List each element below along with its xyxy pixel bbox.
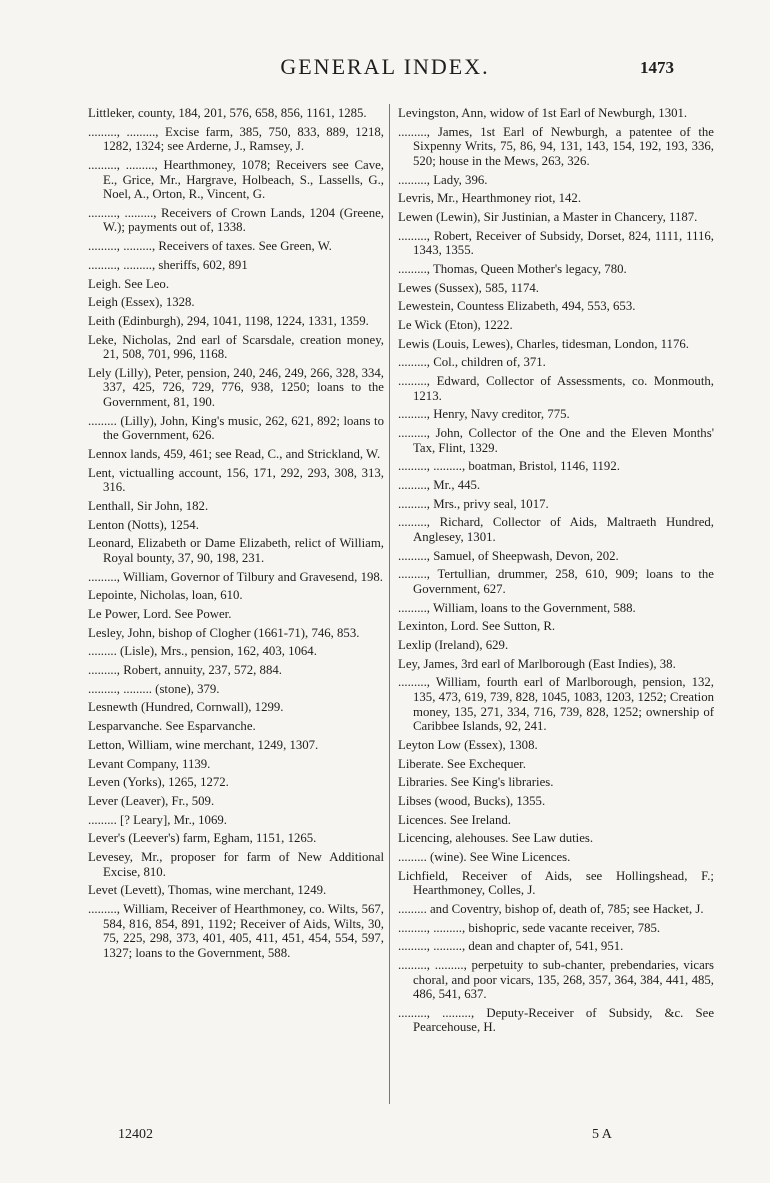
index-entry: Lesley, John, bishop of Clogher (1661-71), 746, 853. — [88, 625, 360, 640]
index-entry: Licencing, alehouses. See Law duties. — [398, 831, 594, 846]
index-entry: ........., Col., children of, 371. — [398, 355, 546, 370]
index-entry: ......... [? Leary], Mr., 1069. — [88, 812, 227, 827]
index-entry: ........., ........., perpetuity to sub-chanter, prebendaries, vicars choral, and poor vicars, 135, 268, 357, 364, 384, 441, 485, 486, 541, 637. — [398, 957, 714, 1002]
index-entry: Licences. See Ireland. — [398, 812, 511, 827]
index-entry: ........., Henry, Navy creditor, 775. — [398, 407, 570, 422]
index-entry: Le Power, Lord. See Power. — [88, 607, 232, 621]
index-entry: Lennox lands, 459, 461; see Read, C., and Strickland, W. — [88, 447, 381, 461]
signature-mark: 12402 — [118, 1127, 153, 1142]
index-entry: ........., ........., Receivers of taxes. See Green, W. — [88, 239, 332, 254]
index-entry: ........., Tertullian, drummer, 258, 610, 909; loans to the Government, 627. — [398, 567, 714, 596]
index-entry: ........., ........., bishopric, sede vacante receiver, 785. — [398, 920, 661, 935]
index-entry: Leigh. See Leo. — [88, 276, 170, 291]
index-entry: Leigh (Essex), 1328. — [88, 295, 195, 310]
index-entry: Libraries. See King's libraries. — [398, 775, 554, 790]
index-entry: ........., Mrs., privy seal, 1017. — [398, 496, 549, 511]
page-header — [0, 54, 770, 84]
index-entry: Lever (Leaver), Fr., 509. — [88, 793, 215, 808]
index-entry: ........., William, fourth earl of Marlborough, pension, 132, 135, 473, 619, 739, 828, 1045, 1083, 1203, 1252; Creation money, 135, 271, 334, 716, 739, 828, 1252; ownership of Caribbee Islands, 92, 241. — [398, 675, 714, 734]
index-column-left — [88, 106, 384, 964]
column-divider — [389, 104, 390, 1104]
index-entry: Liberate. See Exchequer. — [398, 756, 526, 771]
index-entry: Lewes (Sussex), 585, 1174. — [398, 280, 539, 295]
index-entry: ........., ........., boatman, Bristol, 1146, 1192. — [398, 459, 620, 474]
index-entry: Letton, William, wine merchant, 1249, 1307. — [88, 737, 319, 752]
index-entry: ........., William, Receiver of Hearthmoney, co. Wilts, 567, 584, 816, 854, 891, 1192; Receiver of Aids, Wilts, 30, 75, 225, 298, 373, 401, 405, 411, 451, 454, 554, 597, 1327; loans to the Government, 588. — [88, 901, 384, 960]
index-entry: Levant Company, 1139. — [88, 756, 211, 771]
index-entry: Lewen (Lewin), Sir Justinian, a Master in Chancery, 1187. — [398, 209, 698, 224]
index-entry: ........., ........., sheriffs, 602, 891 — [88, 257, 248, 272]
index-entry: ......... (wine). See Wine Licences. — [398, 849, 571, 864]
index-entry: ........., ........., Excise farm, 385, 750, 833, 889, 1218, 1282, 1324; see Arderne, J., Ramsey, J. — [88, 124, 384, 154]
index-entry: Leyton Low (Essex), 1308. — [398, 737, 538, 752]
index-entry: Lewestein, Countess Elizabeth, 494, 553, 653. — [398, 299, 636, 314]
index-entry: ......... and Coventry, bishop of, death of, 785; see Hacket, J. — [398, 901, 704, 916]
index-entry: ........., Edward, Collector of Assessments, co. Monmouth, 1213. — [398, 374, 714, 403]
index-entry: Leonard, Elizabeth or Dame Elizabeth, relict of William, Royal bounty, 37, 90, 198, 231. — [88, 536, 384, 565]
index-entry: Littleker, county, 184, 201, 576, 658, 856, 1161, 1285. — [88, 106, 367, 120]
index-column-right — [398, 106, 714, 1039]
index-entry: ........., John, Collector of the One and the Eleven Months' Tax, Flint, 1329. — [398, 426, 714, 455]
index-entry: ........., Richard, Collector of Aids, Maltraeth Hundred, Anglesey, 1301. — [398, 515, 714, 544]
index-entry: ........., ........., dean and chapter of, 541, 951. — [398, 939, 624, 954]
index-entry: Lely (Lilly), Peter, pension, 240, 246, 249, 266, 328, 334, 337, 425, 726, 729, 776, 938, 1250; loans to the Government, 81, 190. — [88, 365, 384, 410]
index-entry: Lent, victualling account, 156, 171, 292, 293, 308, 313, 316. — [88, 465, 384, 495]
index-entry: ........., James, 1st Earl of Newburgh, a patentee of the Sixpenny Writs, 75, 86, 94, 131, 143, 154, 192, 193, 336, 520; house in the Mews, 263, 326. — [398, 124, 714, 168]
index-entry: Levet (Levett), Thomas, wine merchant, 1249. — [88, 883, 327, 898]
index-entry: Lewis (Louis, Lewes), Charles, tidesman, London, 1176. — [398, 336, 689, 351]
index-entry: Lexinton, Lord. See Sutton, R. — [398, 619, 556, 634]
index-entry: ........., ........., Receivers of Crown Lands, 1204 (Greene, W.); payments out of, 1338. — [88, 205, 384, 235]
index-entry: ......... (Lilly), John, King's music, 262, 621, 892; loans to the Government, 626. — [88, 413, 384, 443]
index-entry: Leke, Nicholas, 2nd earl of Scarsdale, creation money, 21, 508, 701, 996, 1168. — [88, 332, 384, 362]
index-entry: Leven (Yorks), 1265, 1272. — [88, 775, 229, 790]
index-entry: Ley, James, 3rd earl of Marlborough (East Indies), 38. — [398, 656, 676, 671]
index-entry: Levingston, Ann, widow of 1st Earl of Newburgh, 1301. — [398, 106, 688, 120]
gathering-mark: 5 A — [592, 1127, 612, 1142]
index-entry: ........., William, Governor of Tilbury and Gravesend, 198. — [88, 569, 383, 584]
index-entry: Lever's (Leever's) farm, Egham, 1151, 1265. — [88, 831, 317, 846]
index-entry: ........., ........., Deputy-Receiver of Subsidy, &c. See Pearcehouse, H. — [398, 1005, 714, 1035]
index-entry: ........., William, loans to the Government, 588. — [398, 600, 636, 615]
index-entry: ......... (Lisle), Mrs., pension, 162, 403, 1064. — [88, 644, 317, 659]
index-entry: Levesey, Mr., proposer for farm of New Additional Excise, 810. — [88, 849, 384, 879]
index-entry: ........., Mr., 445. — [398, 477, 481, 492]
index-entry: Lepointe, Nicholas, loan, 610. — [88, 588, 243, 603]
index-entry: ........., ......... (stone), 379. — [88, 681, 220, 696]
index-entry: Lenthall, Sir John, 182. — [88, 498, 209, 513]
index-entry: ........., Thomas, Queen Mother's legacy, 780. — [398, 261, 627, 276]
index-entry: Le Wick (Eton), 1222. — [398, 317, 513, 332]
index-entry: ........., ........., Hearthmoney, 1078; Receivers see Cave, E., Grice, Mr., Hargrave, Holbeach, S., Lassells, G., Noel, A., Orton, R., Vincent, G. — [88, 157, 384, 202]
index-entry: Lesparvanche. See Esparvanche. — [88, 719, 256, 734]
index-entry: Lenton (Notts), 1254. — [88, 517, 199, 532]
index-entry: Lexlip (Ireland), 629. — [398, 637, 509, 652]
index-entry: ........., Robert, Receiver of Subsidy, Dorset, 824, 1111, 1116, 1343, 1355. — [398, 228, 714, 258]
index-entry: ........., Robert, annuity, 237, 572, 884. — [88, 663, 282, 678]
page-number: 1473 — [640, 58, 674, 77]
index-entry: Leith (Edinburgh), 294, 1041, 1198, 1224, 1331, 1359. — [88, 313, 369, 328]
running-title: GENERAL INDEX. — [280, 54, 490, 79]
index-entry: Libses (wood, Bucks), 1355. — [398, 793, 546, 808]
index-entry: Lichfield, Receiver of Aids, see Hollingshead, F.; Hearthmoney, Colles, J. — [398, 868, 714, 898]
index-entry: Levris, Mr., Hearthmoney riot, 142. — [398, 191, 582, 206]
index-entry: Lesnewth (Hundred, Cornwall), 1299. — [88, 700, 284, 715]
index-entry: ........., Samuel, of Sheepwash, Devon, 202. — [398, 548, 619, 563]
index-entry: ........., Lady, 396. — [398, 172, 488, 187]
